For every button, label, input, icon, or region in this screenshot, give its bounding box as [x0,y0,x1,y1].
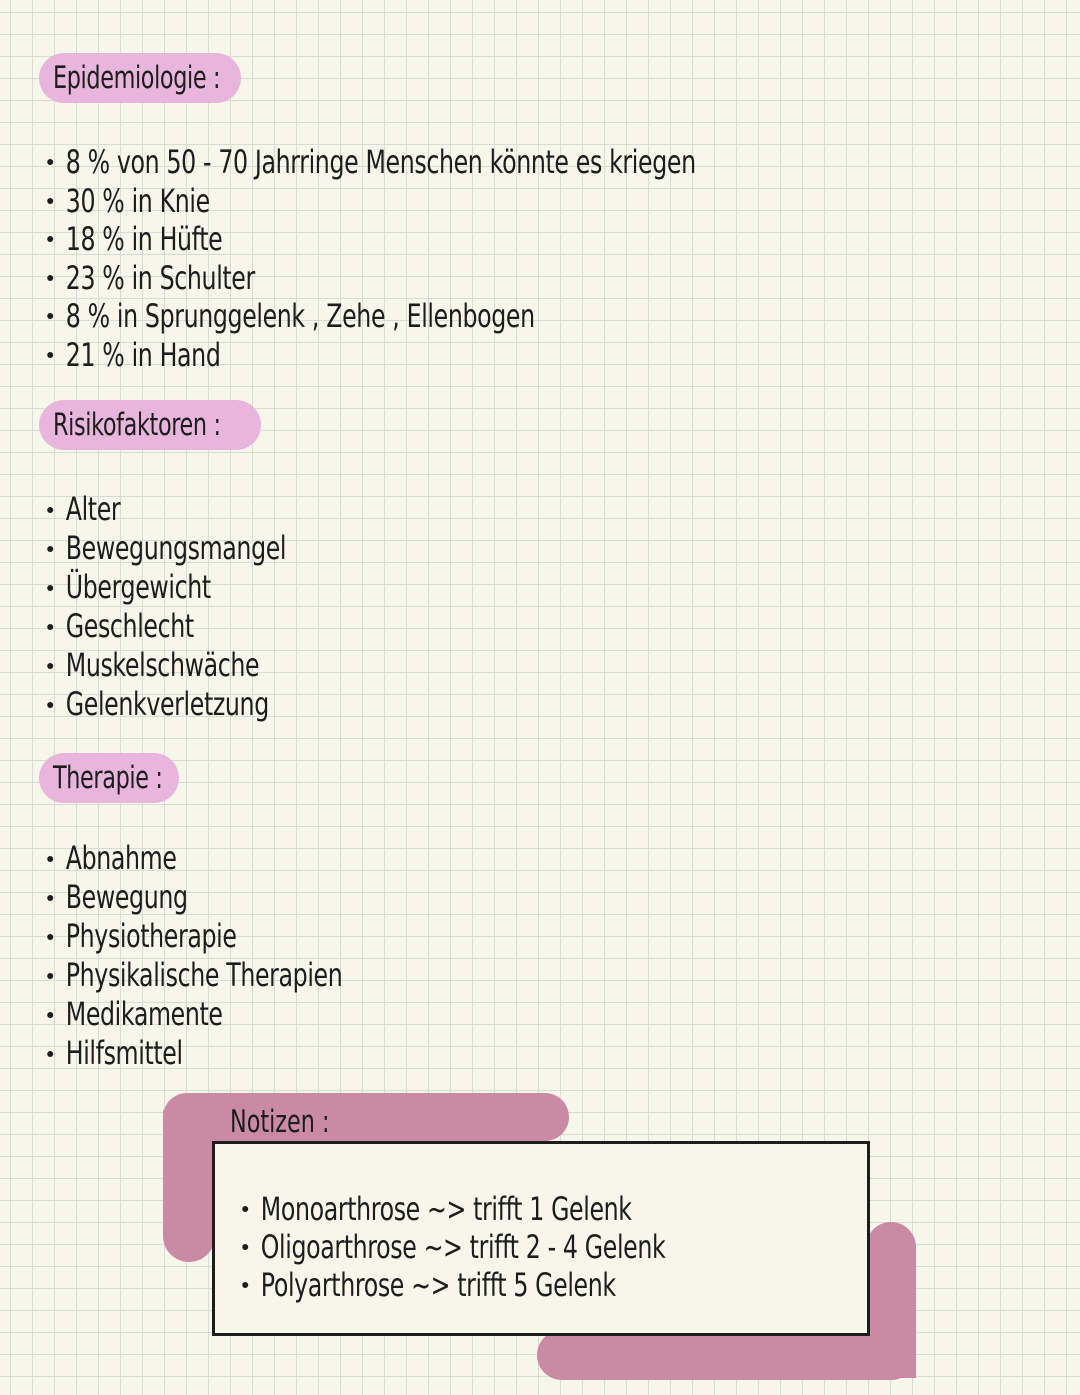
list-item: Physiotherapie [48,917,342,956]
heading-risikofaktoren-label: Risikofaktoren : [53,407,221,443]
notes-bottom-band [537,1330,916,1380]
list-item: 30 % in Knie [48,182,696,221]
list-item: Alter [48,490,286,529]
list-item: 8 % in Sprunggelenk , Zehe , Ellenbogen [48,297,696,336]
heading-therapie [39,753,179,803]
list-item: 23 % in Schulter [48,259,696,298]
epidemiologie-list [48,143,923,374]
list-item: Bewegung [48,878,342,917]
heading-epidemiologie-label: Epidemiologie : [53,60,221,96]
list-item: Bewegungsmangel [48,529,286,568]
list-item: Geschlecht [48,607,286,646]
list-item: Gelenkverletzung [48,685,286,724]
list-item: Abnahme [48,839,342,878]
heading-therapie-label: Therapie : [53,760,163,796]
heading-epidemiologie [39,53,241,103]
heading-risikofaktoren [39,400,261,450]
list-item: Polyarthrose ~> trifft 5 Gelenk [243,1266,665,1304]
notes-title-band [163,1093,569,1141]
list-item: Oligoarthrose ~> trifft 2 - 4 Gelenk [243,1228,665,1266]
notes-left-band [163,1110,215,1262]
list-item: Hilfsmittel [48,1034,342,1073]
list-item: 8 % von 50 - 70 Jahrringe Menschen könnte es kriegen [48,143,696,182]
list-item: Physikalische Therapien [48,956,342,995]
notes-list [243,1190,814,1304]
list-item: Monoarthrose ~> trifft 1 Gelenk [243,1190,665,1228]
risikofaktoren-list [48,490,370,724]
therapie-list [48,839,446,1073]
list-item: 18 % in Hüfte [48,220,696,259]
list-item: Übergewicht [48,568,286,607]
list-item: Medikamente [48,995,342,1034]
list-item: Muskelschwäche [48,646,286,685]
notes-title: Notizen : [230,1104,330,1140]
list-item: 21 % in Hand [48,336,696,375]
